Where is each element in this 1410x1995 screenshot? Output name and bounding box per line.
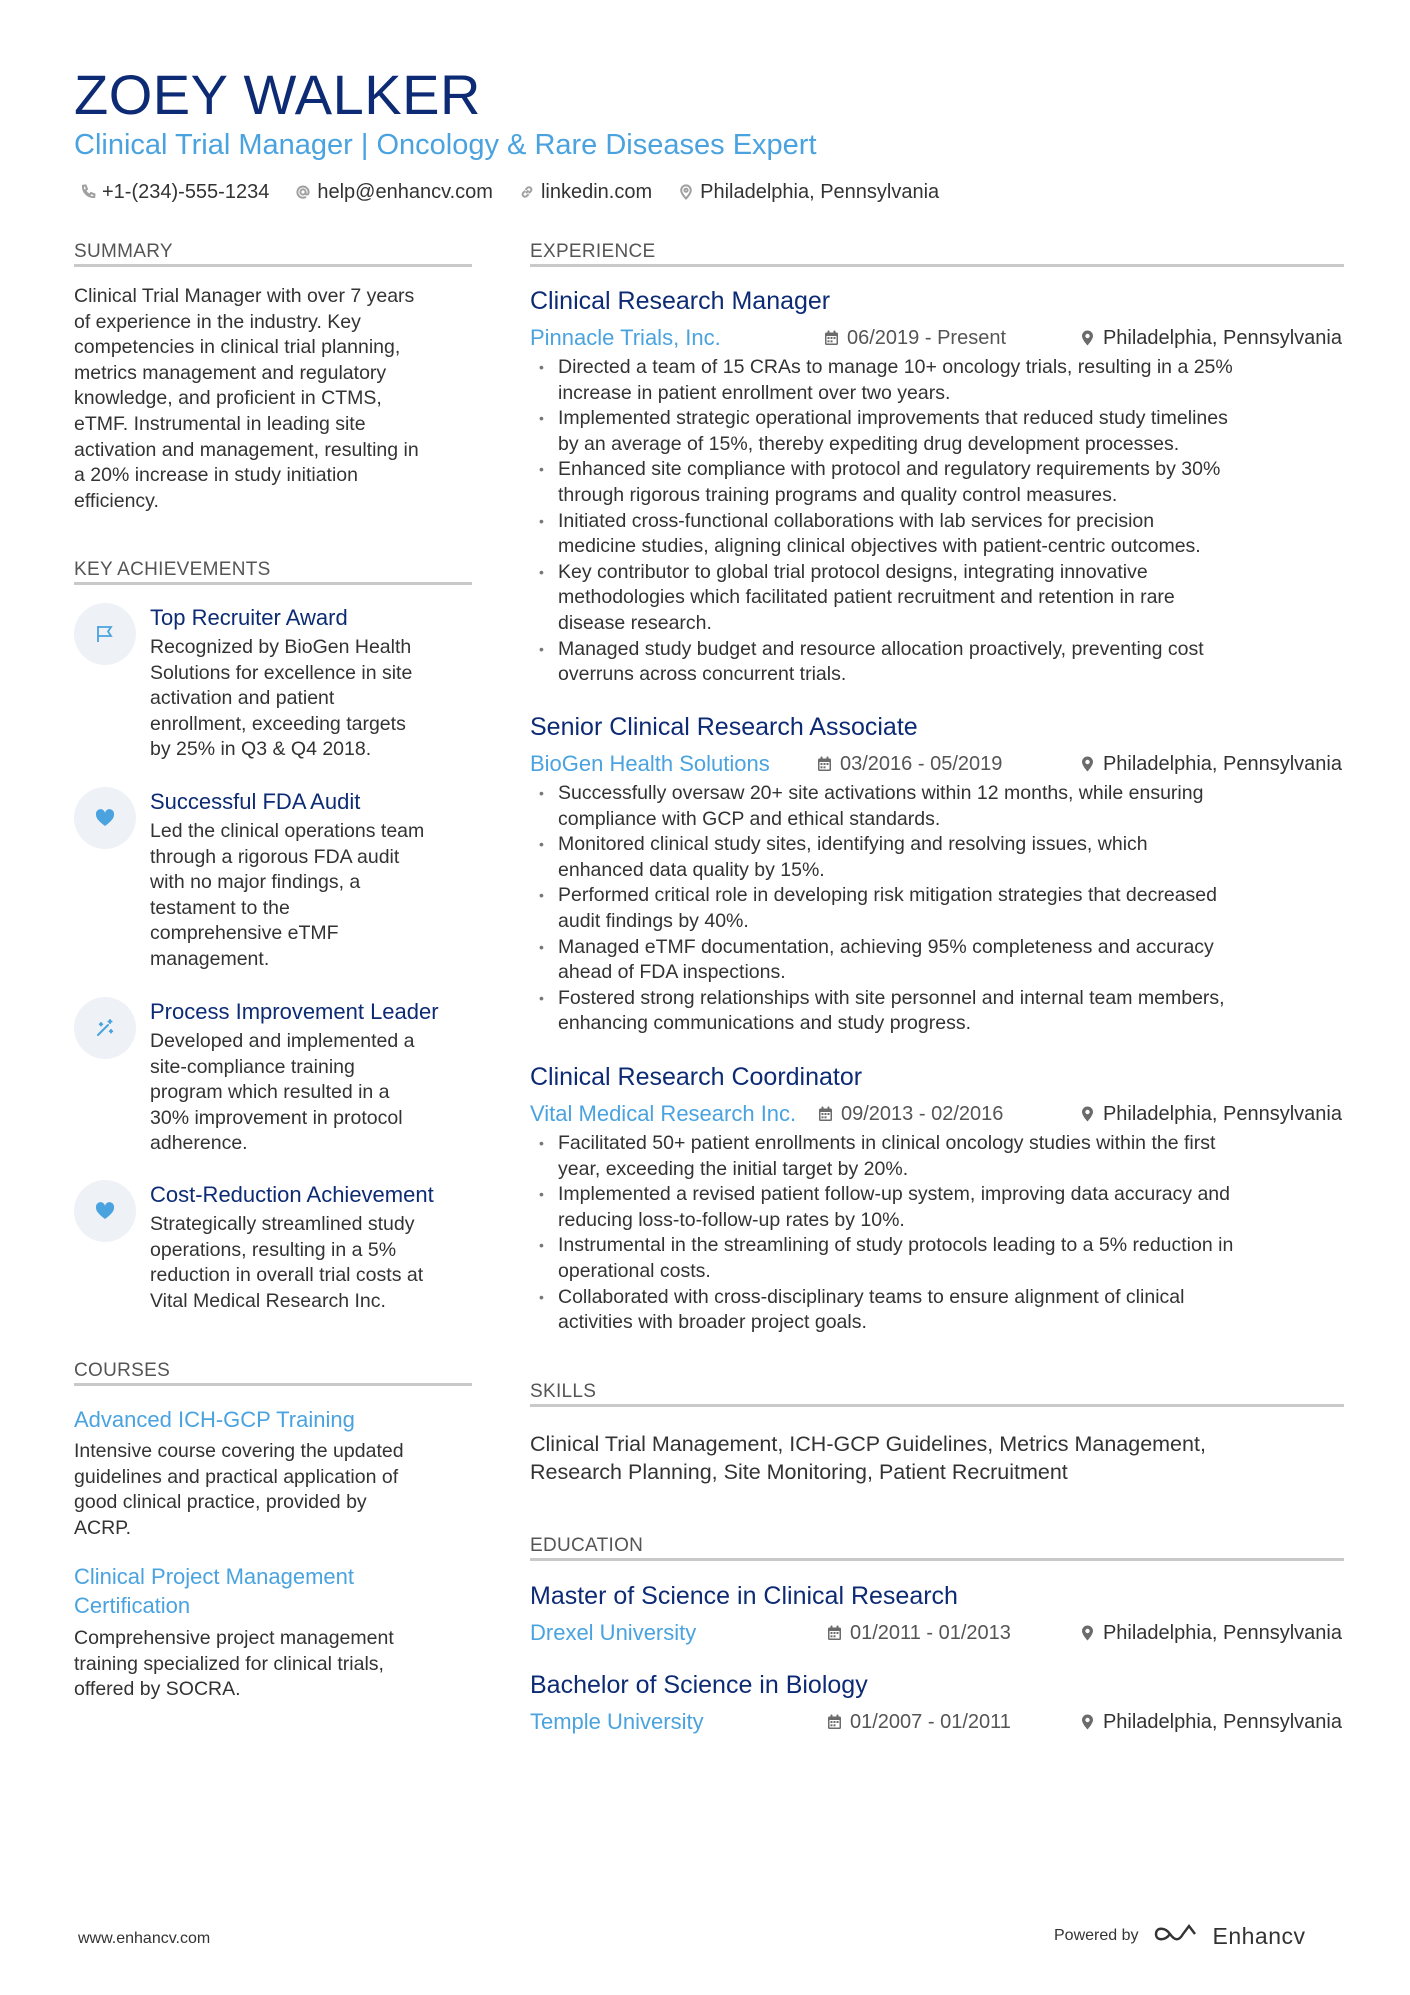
bullet-item <box>530 832 1350 883</box>
course-title-line: Clinical Project Management <box>74 1564 355 1589</box>
bullet-item <box>530 457 1350 508</box>
bullet-item <box>530 883 1350 934</box>
achievement-icon-badge <box>74 603 136 665</box>
degree-title: Master of Science in Clinical Research <box>530 1582 958 1610</box>
bullet-line: by an average of 15%, thereby expediting drug development processes. <box>558 432 1180 455</box>
calendar-icon <box>818 1106 833 1122</box>
description-line: 30% improvement in protocol <box>150 1106 403 1129</box>
bullet-line: • Implemented a revised patient follow-up system, improving data accuracy and <box>558 1183 1230 1206</box>
description-line: reduction in overall trial costs at <box>150 1264 424 1287</box>
course-title-line: Certification <box>74 1593 191 1618</box>
summary-line: metrics management and regulatory <box>74 361 387 384</box>
location-text: Philadelphia, Pennsylvania <box>1102 1103 1342 1125</box>
job-meta <box>530 323 1342 353</box>
bullet-line: overruns across concurrent trials. <box>558 663 847 686</box>
summary-line: of experience in the industry. Key <box>74 310 361 333</box>
bullet-line: audit findings by 40%. <box>558 909 749 932</box>
summary-heading: SUMMARY <box>74 241 173 262</box>
powered-by-text: Powered by <box>1054 1927 1139 1944</box>
map-pin-icon <box>678 184 694 200</box>
footer-website-link[interactable]: www.enhancv.com <box>78 1930 211 1947</box>
description-line: comprehensive eTMF <box>150 922 339 945</box>
summary-line: a 20% increase in study initiation <box>74 464 358 487</box>
bullet-line: activities with broader project goals. <box>558 1311 867 1334</box>
bullet-line: • Managed study budget and resource allocation proactively, preventing cost <box>558 637 1204 660</box>
magic-wand-icon <box>94 1017 116 1039</box>
description-line: ACRP. <box>74 1516 132 1539</box>
link-icon <box>519 184 535 200</box>
description-line: activation and patient <box>150 687 335 710</box>
calendar-icon <box>827 1714 842 1730</box>
bullet-line: compliance with GCP and ethical standards. <box>558 807 941 830</box>
bullet-item <box>530 355 1350 406</box>
achievement-description <box>150 819 474 973</box>
bullet-line: • Instrumental in the streamlining of study protocols leading to a 5% reduction in <box>558 1234 1234 1257</box>
bullet-item <box>530 1131 1350 1182</box>
bullet-line: • Managed eTMF documentation, achieving 95% completeness and accuracy <box>558 935 1214 958</box>
bullet-line: through rigorous training programs and quality control measures. <box>558 483 1118 506</box>
bullet-line: enhanced data quality by 15%. <box>558 858 825 881</box>
bullet-item <box>530 406 1350 457</box>
calendar-icon <box>827 1625 842 1641</box>
bullet-line: methodologies which facilitated patient recruitment and retention in rare <box>558 586 1175 609</box>
achievement-item <box>74 603 474 773</box>
job-bullets <box>530 1131 1350 1336</box>
description-line: program which resulted in a <box>150 1081 390 1104</box>
description-line: with no major findings, a <box>150 871 361 894</box>
achievement-title: Successful FDA Audit <box>150 789 361 814</box>
bullet-line: disease research. <box>558 611 712 634</box>
dates-text: 09/2013 - 02/2016 <box>841 1103 1004 1125</box>
bullet-line: • Successfully oversaw 20+ site activations within 12 months, while ensuring <box>558 782 1204 804</box>
school-name: Drexel University <box>530 1620 697 1645</box>
location-text: Philadelphia, Pennsylvania <box>1102 327 1342 349</box>
course-description <box>74 1439 464 1541</box>
job-title: Clinical Research Manager <box>530 287 831 315</box>
description-line: Recognized by BioGen Health <box>150 636 412 658</box>
skills-divider <box>530 1404 1344 1407</box>
description-line: training specialized for clinical trials, <box>74 1652 384 1675</box>
bullet-line: • Collaborated with cross-disciplinary teams to ensure alignment of clinical <box>558 1285 1185 1308</box>
courses-heading: COURSES <box>74 1360 171 1381</box>
education-dates <box>827 1620 1011 1646</box>
heart-icon <box>94 1200 116 1222</box>
brand-name: Enhancv <box>1212 1923 1306 1949</box>
job-meta <box>530 1099 1342 1129</box>
phone-text: +1-(234)-555-1234 <box>102 181 270 203</box>
bullet-item <box>530 1285 1350 1336</box>
bullet-line: • Monitored clinical study sites, identifying and resolving issues, which <box>558 833 1148 856</box>
bullet-line: operational costs. <box>558 1259 711 1282</box>
dates-text: 01/2007 - 01/2011 <box>850 1711 1011 1733</box>
candidate-name: ZOEY WALKER <box>74 63 481 126</box>
heart-icon <box>94 807 116 829</box>
bullet-item <box>530 986 1350 1037</box>
education-meta <box>530 1707 1342 1737</box>
job-location <box>1080 751 1342 777</box>
candidate-tagline: Clinical Trial Manager | Oncology & Rare Diseases Expert <box>74 129 817 161</box>
description-line: guidelines and practical application of <box>74 1465 399 1488</box>
education-heading: EDUCATION <box>530 1535 644 1556</box>
flag-icon <box>94 623 116 645</box>
achievement-description <box>150 1029 474 1157</box>
bullet-item <box>530 560 1350 637</box>
description-line: Comprehensive project management <box>74 1627 394 1649</box>
skills-line: Research Planning, Site Monitoring, Patient Recruitment <box>530 1460 1068 1484</box>
job-meta <box>530 749 1342 779</box>
achievement-icon-badge <box>74 997 136 1059</box>
description-line: adherence. <box>150 1132 248 1155</box>
job-title: Clinical Research Coordinator <box>530 1063 863 1091</box>
summary-line: efficiency. <box>74 489 159 512</box>
bullet-line: reducing loss-to-follow-up rates by 10%. <box>558 1208 905 1231</box>
summary-line: competencies in clinical trial planning, <box>74 336 401 359</box>
achievements-divider <box>74 582 472 585</box>
courses-divider <box>74 1383 472 1386</box>
contact-location <box>678 178 939 206</box>
description-line: Developed and implemented a <box>150 1030 415 1052</box>
description-line: site-compliance training <box>150 1055 355 1078</box>
job-location <box>1080 1101 1342 1127</box>
achievement-title: Cost-Reduction Achievement <box>150 1182 434 1207</box>
bullet-line: • Key contributor to global trial protocol designs, integrating innovative <box>558 560 1148 583</box>
skills-text <box>530 1430 1330 1486</box>
map-pin-icon <box>1080 1625 1095 1641</box>
achievement-title: Top Recruiter Award <box>150 605 348 630</box>
dates-text: 01/2011 - 01/2013 <box>850 1622 1011 1644</box>
achievement-item <box>74 1180 474 1330</box>
map-pin-icon <box>1080 756 1095 772</box>
contact-email[interactable] <box>295 178 493 206</box>
bullet-item <box>530 781 1350 832</box>
bullet-item <box>530 935 1350 986</box>
school-name: Temple University <box>530 1709 704 1734</box>
bullet-line: medicine studies, aligning clinical objectives with patient-centric outcomes. <box>558 535 1201 558</box>
linkedin-text: linkedin.com <box>540 181 653 203</box>
summary-line: knowledge, and proficient in CTMS, <box>74 387 382 410</box>
description-line: management. <box>150 947 270 970</box>
infinity-logo-icon <box>1153 1922 1199 1946</box>
description-line: Solutions for excellence in site <box>150 661 413 684</box>
bullet-line: • Initiated cross-functional collaborations with lab services for precision <box>558 509 1155 532</box>
at-sign-icon <box>295 184 311 200</box>
bullet-item <box>530 509 1350 560</box>
description-line: operations, resulting in a 5% <box>150 1238 397 1261</box>
description-line: Strategically streamlined study <box>150 1213 415 1235</box>
contact-bar <box>80 178 939 206</box>
bullet-line: year, exceeding the initial target by 20%. <box>558 1157 909 1180</box>
location-text: Philadelphia, Pennsylvania <box>1102 753 1342 775</box>
education-dates <box>827 1709 1011 1735</box>
course-title-line: Advanced ICH-GCP Training <box>74 1407 355 1432</box>
course-title <box>74 1562 474 1620</box>
achievement-title: Process Improvement Leader <box>150 999 439 1024</box>
description-line: offered by SOCRA. <box>74 1678 241 1701</box>
job-dates <box>817 751 1002 777</box>
job-dates <box>818 1101 1003 1127</box>
bullet-line: • Facilitated 50+ patient enrollments in clinical oncology studies within the first <box>558 1132 1216 1154</box>
achievement-icon-badge <box>74 787 136 849</box>
achievement-description <box>150 635 474 763</box>
achievement-item <box>74 997 474 1167</box>
calendar-icon <box>817 756 832 772</box>
summary-text <box>74 284 472 514</box>
bullet-item <box>530 1182 1350 1233</box>
job-bullets <box>530 781 1350 1037</box>
location-text: Philadelphia, Pennsylvania <box>700 181 940 203</box>
achievement-item <box>74 787 474 983</box>
degree-title: Bachelor of Science in Biology <box>530 1671 868 1699</box>
description-line: Intensive course covering the updated <box>74 1440 404 1462</box>
description-line: testament to the <box>150 896 290 919</box>
summary-line: eTMF. Instrumental in leading site <box>74 412 366 435</box>
skills-heading: SKILLS <box>530 1381 597 1402</box>
course-description <box>74 1626 464 1703</box>
calendar-icon <box>824 330 839 346</box>
job-title: Senior Clinical Research Associate <box>530 713 918 741</box>
bullet-line: increase in patient enrollment over two years. <box>558 381 951 404</box>
contact-linkedin[interactable] <box>519 178 652 206</box>
description-line: Led the clinical operations team <box>150 820 425 842</box>
description-line: enrollment, exceeding targets <box>150 712 406 735</box>
bullet-line: • Directed a team of 15 CRAs to manage 10+ oncology trials, resulting in a 25% <box>558 356 1233 378</box>
skills-line: Clinical Trial Management, ICH-GCP Guidelines, Metrics Management, <box>530 1432 1206 1456</box>
course-title <box>74 1405 474 1434</box>
bullet-line: enhancing communications and study progress. <box>558 1012 971 1035</box>
bullet-line: • Performed critical role in developing risk mitigation strategies that decreased <box>558 884 1217 907</box>
achievements-heading: KEY ACHIEVEMENTS <box>74 559 271 580</box>
job-bullets <box>530 355 1350 688</box>
education-meta <box>530 1618 1342 1648</box>
description-line: through a rigorous FDA audit <box>150 845 400 868</box>
dates-text: 03/2016 - 05/2019 <box>840 753 1003 775</box>
company-name: BioGen Health Solutions <box>530 751 770 776</box>
contact-phone[interactable] <box>80 178 269 206</box>
description-line: by 25% in Q3 & Q4 2018. <box>150 738 372 761</box>
dates-text: 06/2019 - Present <box>847 327 1006 349</box>
enhancv-logo-icon <box>1153 1922 1199 1951</box>
email-text: help@enhancv.com <box>317 181 493 203</box>
achievement-description <box>150 1212 474 1314</box>
summary-line: activation and management, resulting in <box>74 438 419 461</box>
bullet-line: • Enhanced site compliance with protocol and regulatory requirements by 30% <box>558 458 1221 481</box>
experience-heading: EXPERIENCE <box>530 241 656 262</box>
bullet-line: • Implemented strategic operational improvements that reduced study timelines <box>558 407 1228 430</box>
education-location <box>1080 1709 1342 1735</box>
phone-icon <box>80 184 96 200</box>
achievement-icon-badge <box>74 1180 136 1242</box>
summary-divider <box>74 264 472 267</box>
company-name: Pinnacle Trials, Inc. <box>530 325 721 350</box>
footer-branding[interactable] <box>1054 1921 1306 1951</box>
experience-divider <box>530 264 1344 267</box>
job-location <box>1080 325 1342 351</box>
bullet-item <box>530 637 1350 688</box>
map-pin-icon <box>1080 1714 1095 1730</box>
summary-line: Clinical Trial Manager with over 7 years <box>74 285 415 307</box>
description-line: good clinical practice, provided by <box>74 1491 367 1514</box>
education-divider <box>530 1558 1344 1561</box>
description-line: Vital Medical Research Inc. <box>150 1289 386 1312</box>
location-text: Philadelphia, Pennsylvania <box>1102 1711 1342 1733</box>
map-pin-icon <box>1080 330 1095 346</box>
education-location <box>1080 1620 1342 1646</box>
bullet-line: • Fostered strong relationships with site personnel and internal team members, <box>558 986 1225 1009</box>
location-text: Philadelphia, Pennsylvania <box>1102 1622 1342 1644</box>
company-name: Vital Medical Research Inc. <box>530 1101 797 1126</box>
map-pin-icon <box>1080 1106 1095 1122</box>
job-dates <box>824 325 1006 351</box>
bullet-item <box>530 1233 1350 1284</box>
bullet-line: ahead of FDA inspections. <box>558 961 786 984</box>
